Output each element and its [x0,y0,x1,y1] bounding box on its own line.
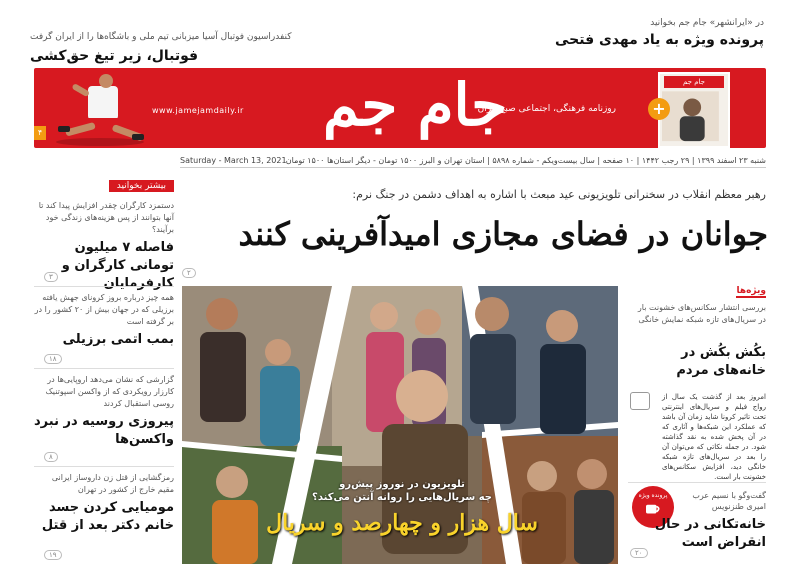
photo-title[interactable]: سال هزار و چهارصد و سریال [266,510,538,536]
page-number-badge: ۲۰ [630,548,648,558]
divider [34,466,174,467]
special-file-logo-text: پرونده ویژه [638,492,668,499]
photo-subtitle-line2: چه سریال‌هایی را روانه آنتن می‌کند؟ [312,492,492,503]
top-right-kicker: در «ایرانشهر» جام جم بخوانید [650,18,764,28]
corner-number: ۴ [34,126,46,140]
sidebar-read-more [34,180,174,570]
photo-caption [252,478,552,536]
sidebar-item-title[interactable]: مومیایی کردن جسد خانم دکتر بعد از قتل [41,500,174,533]
sidebar-item-summary: گزارشی که نشان می‌دهد اروپایی‌ها در کارزار رویکردی که از واکسن اسپوتنیک روسی استقبال کردند [45,375,174,408]
slogan: روزنامه فرهنگی، اجتماعی صبح ایران [477,104,616,114]
page-number-badge: ۱۹ [44,550,62,560]
page-number-badge: ۸ [44,452,58,462]
series-collage-photo[interactable] [182,286,618,564]
top-left-headline[interactable]: فوتبال، زیر تیغ حق‌کشی [30,48,199,64]
top-right-headline[interactable]: پرونده ویژه به یاد مهدی فتحی [555,32,764,48]
main-kicker: رهبر معظم انقلاب در سخنرانی تلویزیونی عید مبعث با اشاره به اهداف دشمن در جنگ نرم: [352,188,766,201]
specials-tag: ویژه‌ها [736,286,766,296]
sidebar-item[interactable] [34,292,174,349]
specials-column [628,286,766,564]
sidebar-item-page [34,272,174,284]
top-strip [0,0,800,68]
sidebar-item-page [34,354,174,366]
page-number-badge: ۳ [44,272,58,282]
specials-title[interactable]: بکُش بکُش در خانه‌های مردم [676,345,766,378]
sidebar-item-page [34,550,174,562]
interview-title[interactable]: خانه‌تکانی در حال انقراض است [654,517,766,550]
top-left-kicker: کنفدراسیون فوتبال آسیا میزبانی تیم ملی و باشگاه‌ها را از ایران گرفت [30,32,292,42]
sidebar-item-page [34,452,174,464]
sidebar-item[interactable] [34,472,174,535]
sidebar-item-summary: دستمزد کارگران چقدر افزایش پیدا کند تا آنها بتوانند از پس هزینه‌های زندگی خود برآیند؟ [38,201,174,234]
divider [628,482,766,483]
sidebar-item-title[interactable]: پیروزی روسیه در نبرد واکسن‌ها [34,414,174,447]
main-headline[interactable]: جوانان در فضای مجازی امیدآفرینی کنند [238,215,768,253]
divider [34,368,174,369]
sidebar-tag: بیشتر بخوانید [109,180,174,192]
sidebar-item-title[interactable]: بمب اتمی برزیلی [62,332,174,347]
sidebar-item-summary: رمزگشایی از قتل زن داروساز ایرانی مقیم خارج از کشور در تهران [51,473,174,494]
divider [34,286,174,287]
interview-kicker: گفت‌وگو با نسیم عرب امیری طنزنویس [692,491,766,511]
page-number-badge: ۲ [182,268,196,278]
sidebar-item[interactable] [34,374,174,449]
dateline [180,154,766,168]
teacup-icon [644,503,662,517]
photo-subtitle-line1: تلویزیون در نوروز پیش‌رو [339,479,465,490]
sidebar-item-title[interactable]: فاصله ۷ میلیون تومانی کارگران و کارفرمایان [61,240,174,291]
page-number-badge: ۱۸ [44,354,62,364]
quote-icon [630,392,650,410]
football-player-illustration [50,72,150,148]
specials-kicker: بررسی انتشار سکانس‌های خشونت بار در سریال‌های تازه شبکه نمایش خانگی [637,303,766,324]
thumbnail-portrait-icon [662,90,726,146]
sidebar-item-summary: همه چیز درباره بروز کرونای جهش یافته برزیلی که در جهان بیش از ۲۰ کشور را در بر گرفته است [34,293,174,326]
thumbnail-title: جام جم [664,76,724,88]
specials-body: امروز بعد از گذشت یک سال از رواج فیلم و سریال‌های اینترنتی تحت تاثیر کرونا شاید زمان آن باشد که عملکرد این شبکه‌ها و آثاری که در آن پخش شده به نقد گذاشته شود. در جمله نکاتی که می‌توان آن را بعد در سریال‌های تازه شبکه خانگی دید، افزایش سکانس‌های خشونت بار است. [662,393,766,481]
top-teaser-right[interactable] [555,18,764,48]
newspaper-logo: جام جم [322,71,508,139]
dateline-persian: شنبه ۲۳ اسفند ۱۳۹۹ | ۲۹ رجب ۱۴۴۲ | ۱۰ صفحه | سال بیست‌ویکم - شماره ۵۸۹۸ | استان تهران و البرز ۱۵۰۰ تومان - دیگر استان‌ها ۱۵۰۰ تومان [285,156,766,165]
masthead [34,68,766,148]
top-teaser-left[interactable] [30,32,292,64]
plus-icon[interactable]: + [648,98,670,120]
supplement-thumbnail[interactable] [652,72,730,148]
dateline-english: Saturday - March 13, 2021 [180,156,287,165]
site-url[interactable]: www.jamejamdaily.ir [152,106,244,115]
